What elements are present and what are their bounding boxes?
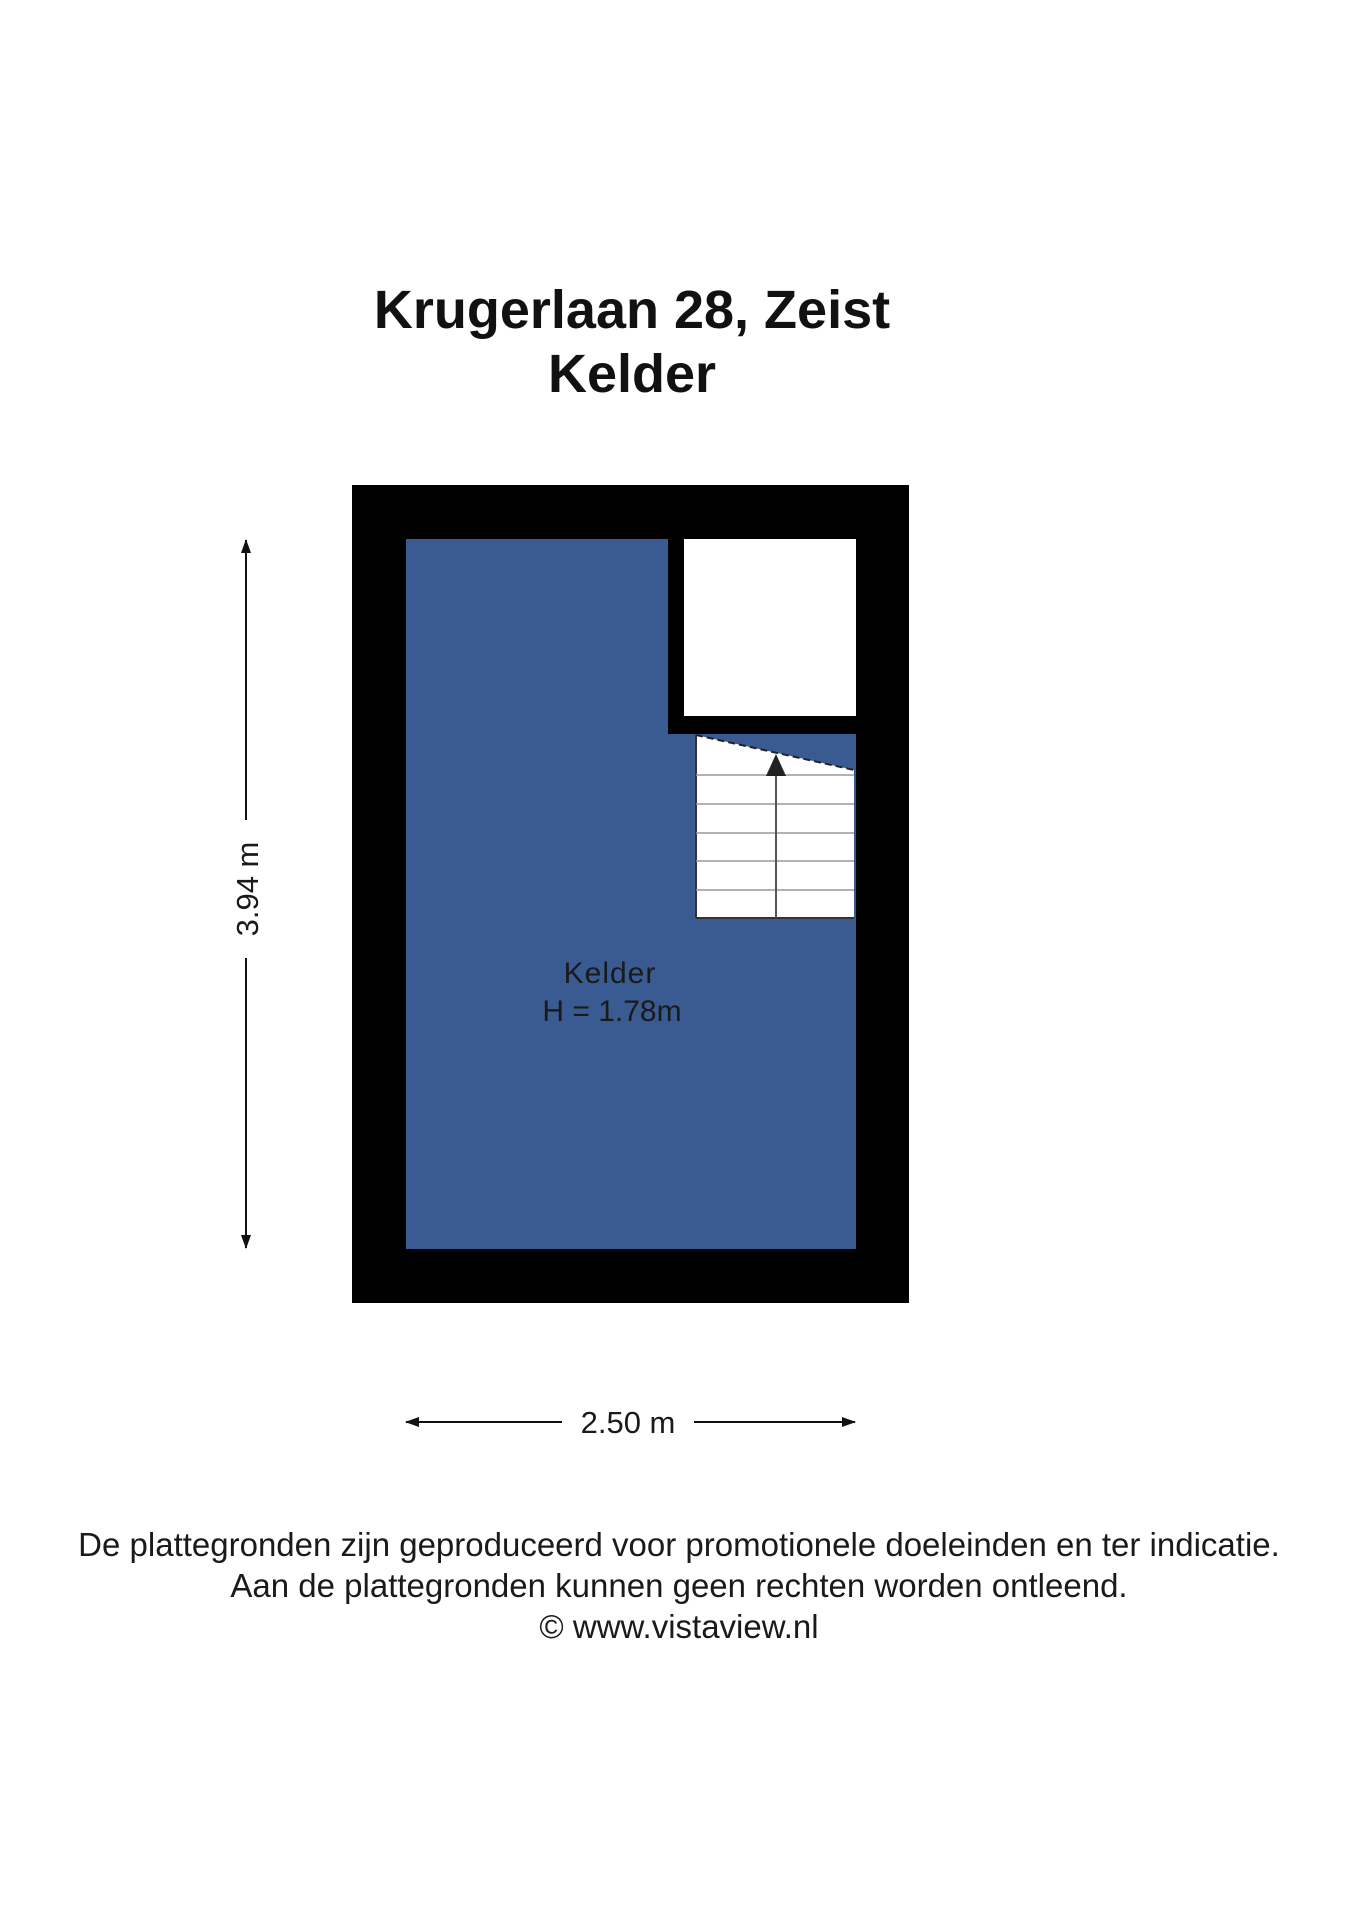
height-dimension bbox=[230, 540, 265, 1248]
void-shaft bbox=[684, 539, 856, 716]
room-height: H = 1.78m bbox=[542, 995, 682, 1028]
disclaimer-line-1: De plattegronden zijn geproduceerd voor promotionele doeleinden en ter indicatie. bbox=[78, 1526, 1280, 1563]
address-title: Krugerlaan 28, Zeist bbox=[373, 280, 891, 340]
width-dimension-label: 2.50 m bbox=[580, 1405, 676, 1440]
disclaimer-line-2: Aan de plattegronden kunnen geen rechten worden ontleend. bbox=[230, 1567, 1128, 1604]
height-dimension-label: 3.94 m bbox=[230, 841, 265, 937]
disclaimer bbox=[0, 1524, 1358, 1647]
width-dimension bbox=[406, 1405, 855, 1440]
floor-title: Kelder bbox=[547, 344, 717, 404]
room-name: Kelder bbox=[563, 957, 657, 990]
copyright-link[interactable]: © www.vistaview.nl bbox=[539, 1608, 819, 1645]
